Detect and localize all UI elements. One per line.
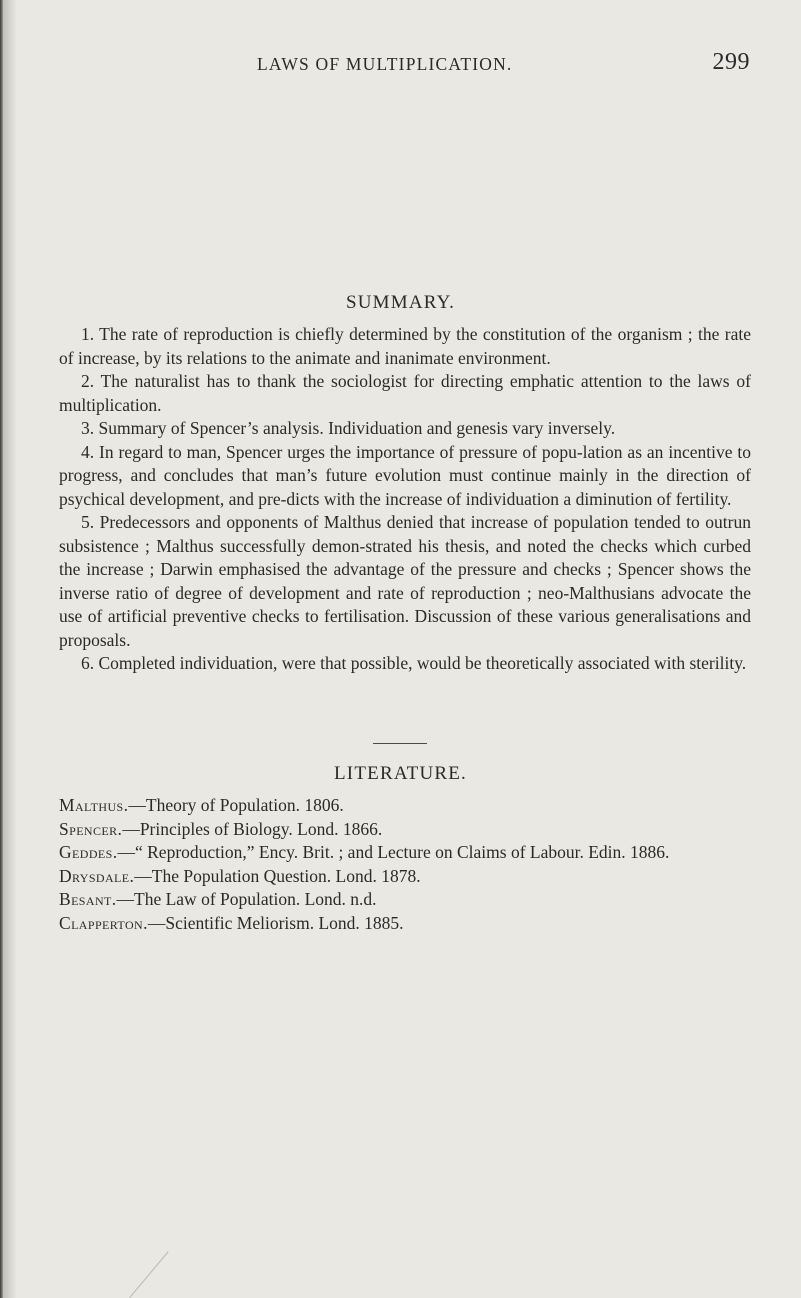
running-title: LAWS OF MULTIPLICATION. [257,54,513,74]
literature-citation: —“ Reproduction,” Ency. Brit. ; and Lecture on Claims of Labour. Edin. 1886. [117,842,670,862]
page-crease-mark [129,1251,168,1298]
literature-entry [59,888,751,912]
summary-item-1: 1. The rate of reproduction is chiefly determined by the constitution of the organism ; the rate of increase, by its relations to the animate and inanimate environment. [59,324,751,368]
literature-author: Besant. [59,889,117,909]
literature-entry [59,841,751,865]
literature-citation: —The Law of Population. Lond. n.d. [116,889,377,909]
literature-entry [59,865,751,889]
summary-item-2: 2. The naturalist has to thank the sociologist for directing emphatic attention to the laws of multiplication. [59,371,751,415]
summary-heading: SUMMARY. [345,292,456,313]
summary-item-4: 4. In regard to man, Spencer urges the importance of pressure of popu-lation as an incentive to progress, and concludes that man’s future evolution must continue mainly in the direction of psychical development, and pre-dicts with the increase of individuation a diminution of fertility. [59,441,751,509]
literature-list [59,794,751,935]
summary-item-3: 3. Summary of Spencer’s analysis. Individuation and genesis vary inversely. [81,418,616,438]
literature-citation: —Theory of Population. 1806. [128,795,344,815]
literature-author: Geddes. [59,842,118,862]
literature-citation: —The Population Question. Lond. 1878. [134,865,421,886]
summary-item-6: 6. Completed individuation, were that possible, would be theoretically associated with sterility. [81,653,747,673]
summary-list [59,323,751,676]
binding-shadow [3,0,17,1298]
page-header [60,49,750,82]
literature-heading: LITERATURE. [334,763,467,784]
literature-entry [59,818,751,842]
literature-author: Clapperton. [59,912,148,933]
literature-citation: —Principles of Biology. Lond. 1866. [122,818,383,839]
literature-citation: —Scientific Meliorism. Lond. 1885. [147,912,404,933]
page-number: 299 [712,49,750,75]
section-divider [373,743,427,744]
literature-author: Malthus. [59,795,129,815]
literature-author: Spencer. [59,818,123,839]
literature-entry [59,794,751,818]
summary-item-5: 5. Predecessors and opponents of Malthus denied that increase of population tended to outrun subsistence ; Malthus successfully demon-strated his thesis, and noted the checks which curbed the increase ; Darwin emphasised the advantage of the pressure and checks ; Spencer shows the inverse ratio of degree of development and rate of reproduction ; neo-Malthusians advocate the use of artificial preventive checks to fertilisation. Discussion of these various generalisations and proposals. [59,512,751,650]
literature-author: Drysdale. [59,865,135,886]
literature-entry [59,912,751,936]
